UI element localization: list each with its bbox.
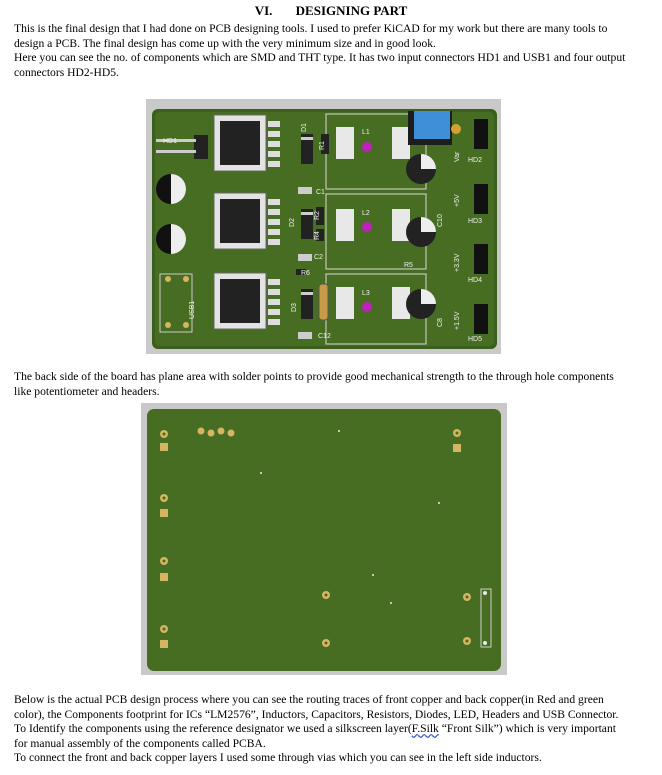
label-d2: D2 xyxy=(289,218,296,227)
label-c10: C10 xyxy=(437,214,444,227)
label-1v5: +1.5V xyxy=(454,311,461,330)
label-l1: L1 xyxy=(362,129,370,136)
text-line xyxy=(14,722,634,737)
section-heading xyxy=(0,3,662,19)
label-r6: R6 xyxy=(301,270,310,277)
text-line: The back side of the board has plane area with solder points to provide good mechanical strength to the through hole components xyxy=(14,370,614,383)
label-c1: C1 xyxy=(316,189,325,196)
process-paragraph xyxy=(14,693,634,766)
section-title: DESIGNING PART xyxy=(295,3,408,18)
label-c12: C12 xyxy=(318,333,331,340)
label-d3: D3 xyxy=(291,303,298,312)
label-r1: R1 xyxy=(319,141,326,150)
text-line: like potentiometer and headers. xyxy=(14,384,160,398)
label-l2: L2 xyxy=(362,210,370,217)
intro-paragraph xyxy=(14,22,634,80)
section-number: VI. xyxy=(254,3,273,18)
text-fragment: “Front Silk”) which is very important xyxy=(438,722,616,736)
text-line: connectors HD2-HD5. xyxy=(14,65,119,79)
label-hd1: HD1 xyxy=(163,138,178,145)
text-line: This is the final design that I had done on PCB designing tools. I used to prefer KiCAD for my work but there are many tools to xyxy=(14,22,608,35)
label-d1: D1 xyxy=(301,123,308,132)
pcb-back-render xyxy=(141,403,507,675)
label-r4: R4 xyxy=(314,231,321,240)
label-r2: R2 xyxy=(314,211,321,220)
text-line: for manual assembly of the components called PCBA. xyxy=(14,736,266,750)
pcb-front-render xyxy=(146,99,501,354)
label-var: Var xyxy=(454,151,461,162)
back-side-paragraph xyxy=(14,370,634,399)
label-r5: R5 xyxy=(404,262,413,269)
label-hd3: HD3 xyxy=(468,218,483,225)
label-c8: C8 xyxy=(437,318,444,327)
text-fragment: To Identify the components using the reference designator we used a silkscreen layer( xyxy=(14,722,412,736)
text-line: Below is the actual PCB design process where you can see the routing traces of front copper and back copper(in Red and green xyxy=(14,693,604,706)
text-line: Here you can see the no. of components which are SMD and THT type. It has two input connectors HD1 and USB1 and four output xyxy=(14,51,626,65)
text-line: design a PCB. The final design has come up with the very minimum size and in good look. xyxy=(14,36,436,50)
label-c2: C2 xyxy=(314,254,323,261)
label-hd4: HD4 xyxy=(468,277,483,284)
label-5v: +5V xyxy=(454,194,461,207)
spellcheck-word: F.Silk xyxy=(411,722,439,736)
label-usb1: USB1 xyxy=(189,300,196,319)
text-line: To connect the front and back copper layers I used some through vias which you can see in the left side inductors. xyxy=(14,751,542,765)
label-hd5: HD5 xyxy=(468,336,483,343)
label-3v3: +3.3V xyxy=(454,253,461,272)
text-line: color), the Components footprint for ICs “LM2576”, Inductors, Capacitors, Resistors, Diodes, LED, Headers and USB Connector. xyxy=(14,707,619,721)
label-l3: L3 xyxy=(362,290,370,297)
label-hd2: HD2 xyxy=(468,157,483,164)
